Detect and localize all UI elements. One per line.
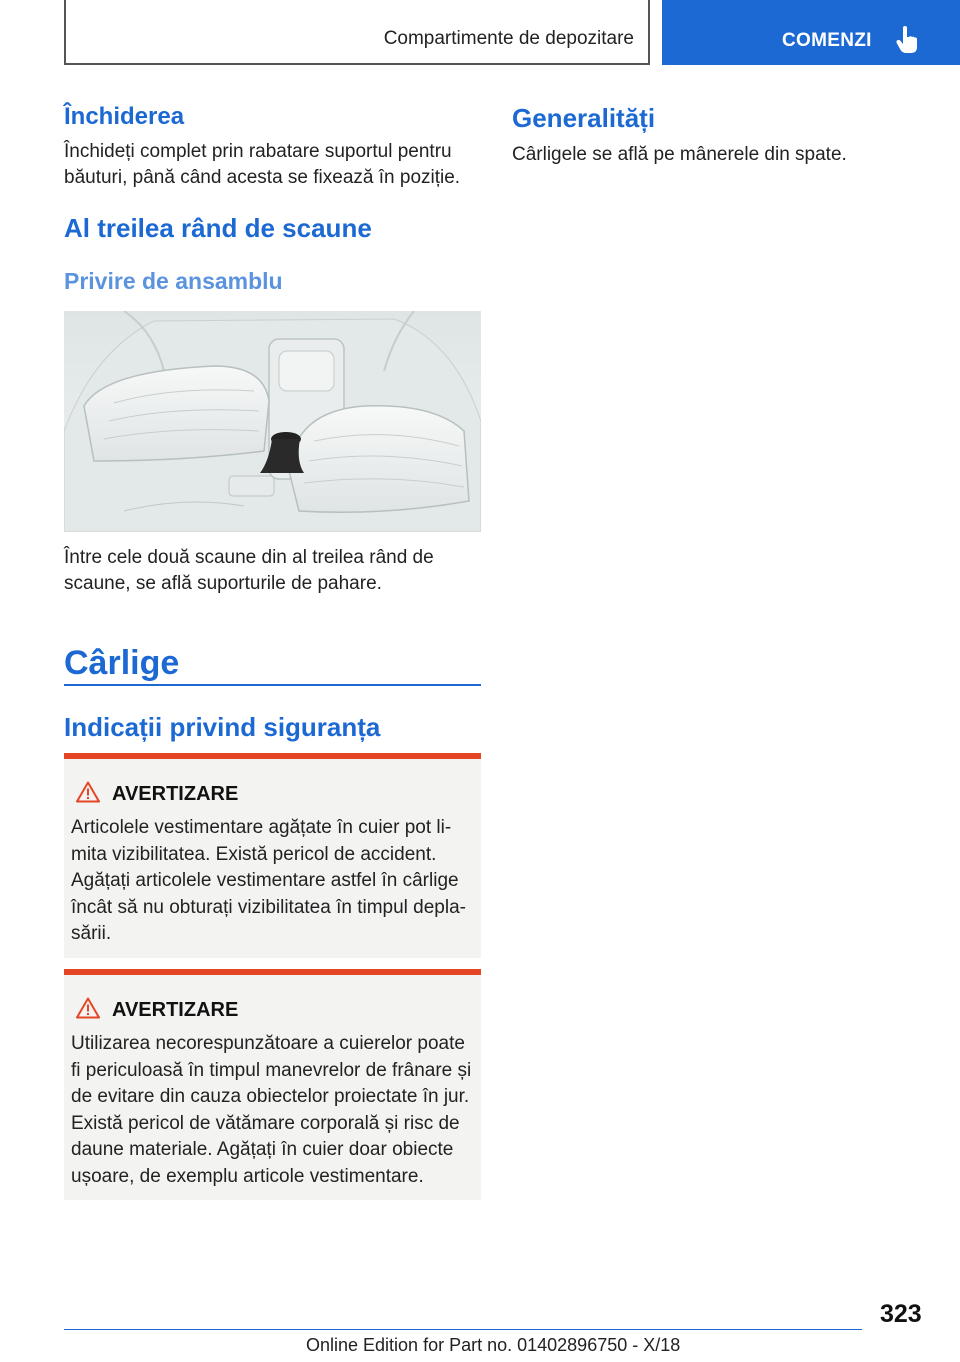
footer-divider [64, 1329, 862, 1330]
page-number: 323 [880, 1300, 922, 1328]
pointing-hand-icon [896, 26, 918, 54]
general-heading: Generalități [512, 103, 656, 133]
warning-line: daune materiale. Agățați în cuier doar obiecte [71, 1139, 454, 1160]
warning-line: ușoare, de exemplu articole vestimentare. [71, 1165, 424, 1187]
general-paragraph: Cârligele se află pe mânerele din spate. [512, 144, 847, 165]
hooks-heading: Cârlige [64, 644, 180, 682]
warning-triangle-icon [76, 997, 100, 1019]
warning-line: Articolele vestimentare agățate în cuier pot li- [71, 817, 452, 838]
caption-line: scaune, se află suporturile de pahare. [64, 573, 382, 594]
warning-line: fi periculoasă în timpul manevrelor de frânare și [71, 1059, 472, 1081]
warning-text [71, 1031, 475, 1190]
tab-label: COMENZI [782, 30, 872, 51]
warning-line: încât să nu obturați vizibilitatea în timpul depla- [71, 896, 466, 918]
section-title: Compartimente de depozitare [383, 28, 634, 49]
warning-label: AVERTIZARE [112, 999, 239, 1021]
warning-line: sării. [71, 923, 112, 944]
third-row-seats-image [64, 311, 481, 532]
warning-text [71, 815, 475, 948]
warning-line: de evitare din cauza obiectelor proiectate în jur. [71, 1086, 470, 1107]
header-section-box [64, 0, 650, 65]
comenzi-tab[interactable] [662, 0, 960, 65]
seats-illustration [64, 311, 481, 532]
image-caption [64, 545, 434, 597]
warning-line: mita vizibilitatea. Există pericol de accident. [71, 843, 437, 865]
warning-line: Agățați articolele vestimentare astfel în cârlige [71, 870, 459, 891]
third-row-heading: Al treilea rând de scaune [64, 213, 372, 243]
warning-line: Există pericol de vătămare corporală și risc de [71, 1112, 460, 1134]
closing-heading: Închiderea [64, 103, 185, 130]
section-divider [64, 684, 481, 686]
warning-triangle-icon [76, 781, 100, 803]
warning-box [64, 969, 481, 1200]
closing-text-line: băuturi, până când acesta se fixează în poziție. [64, 167, 461, 188]
edition-text: Online Edition for Part no. 01402896750 - X/18 [306, 1335, 681, 1355]
warning-box [64, 753, 481, 958]
safety-heading: Indicații privind siguranța [64, 712, 381, 742]
closing-text-line: Închideți complet prin rabatare suportul pentru [64, 141, 452, 162]
caption-line: Între cele două scaune din al treilea rând de [64, 547, 434, 568]
closing-paragraph [64, 139, 460, 191]
warning-line: Utilizarea necorespunzătoare a cuierelor poate [71, 1033, 465, 1054]
overview-heading: Privire de ansamblu [64, 268, 283, 294]
warning-label: AVERTIZARE [112, 783, 239, 805]
